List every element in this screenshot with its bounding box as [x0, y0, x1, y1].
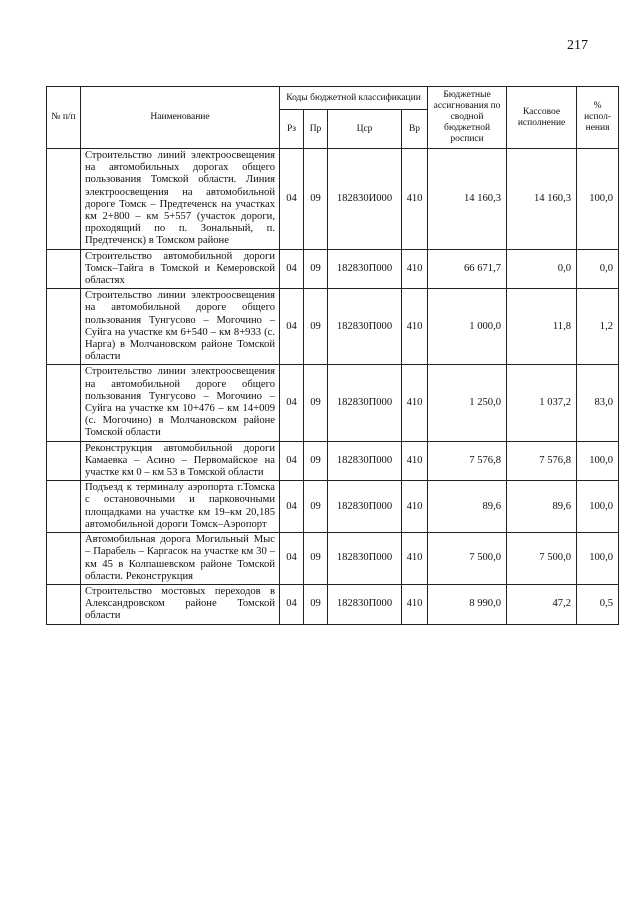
row-csr: 182830П000: [328, 481, 402, 533]
row-rz: 04: [280, 533, 304, 585]
header-name: Наименование: [81, 87, 280, 149]
row-cash: 7 576,8: [507, 441, 577, 481]
row-pr: 09: [304, 289, 328, 365]
row-num: [47, 481, 81, 533]
row-cash: 47,2: [507, 584, 577, 624]
row-cash: 89,6: [507, 481, 577, 533]
table-row: [47, 533, 619, 585]
row-csr: 182830И000: [328, 149, 402, 250]
row-csr: 182830П000: [328, 533, 402, 585]
row-percent: 0,0: [577, 249, 619, 289]
row-rz: 04: [280, 481, 304, 533]
row-rz: 04: [280, 289, 304, 365]
row-percent: 1,2: [577, 289, 619, 365]
header-cash: Кассовое исполнение: [507, 87, 577, 149]
row-percent: 100,0: [577, 441, 619, 481]
row-rz: 04: [280, 249, 304, 289]
row-percent: 100,0: [577, 533, 619, 585]
row-vr: 410: [402, 533, 428, 585]
row-name: Подъезд к терминалу аэропорта г.Томска с остановочными и парковочными площадками на участке км 19–км 20,185 автомобильной дороги Томск–Аэропорт: [81, 481, 280, 533]
row-num: [47, 584, 81, 624]
row-vr: 410: [402, 441, 428, 481]
row-num: [47, 249, 81, 289]
row-assignment: 1 250,0: [428, 365, 507, 441]
row-name: Реконструкция автомобильной дороги Камаевка – Асино – Первомайское на участке км 0 – км 53 в Томской области: [81, 441, 280, 481]
row-cash: 11,8: [507, 289, 577, 365]
table-row: [47, 584, 619, 624]
header-vr: Вр: [402, 110, 428, 149]
row-cash: 0,0: [507, 249, 577, 289]
row-num: [47, 533, 81, 585]
row-assignment: 7 500,0: [428, 533, 507, 585]
row-pr: 09: [304, 365, 328, 441]
row-num: [47, 365, 81, 441]
table-row: [47, 149, 619, 250]
row-cash: 1 037,2: [507, 365, 577, 441]
row-vr: 410: [402, 481, 428, 533]
row-name: Строительство мостовых переходов в Александровском районе Томской области: [81, 584, 280, 624]
row-name: Строительство линии электроосвещения на автомобильной дороге общего пользования Тунгусово – Могочино – Суйга на участке км 10+476 – км 14+009 (с. Могочино) в Молчановском районе Томской области: [81, 365, 280, 441]
row-vr: 410: [402, 249, 428, 289]
row-vr: 410: [402, 149, 428, 250]
row-pr: 09: [304, 149, 328, 250]
row-percent: 0,5: [577, 584, 619, 624]
row-csr: 182830П000: [328, 441, 402, 481]
row-assignment: 7 576,8: [428, 441, 507, 481]
header-assignments: Бюджетные ассигнования по сводной бюджетной росписи: [428, 87, 507, 149]
header-csr: Цср: [328, 110, 402, 149]
table-row: [47, 441, 619, 481]
row-num: [47, 149, 81, 250]
row-percent: 100,0: [577, 481, 619, 533]
row-csr: 182830П000: [328, 584, 402, 624]
table-body: [47, 149, 619, 625]
table-header: [47, 87, 619, 149]
row-csr: 182830П000: [328, 249, 402, 289]
table-row: [47, 249, 619, 289]
header-rz: Рз: [280, 110, 304, 149]
row-assignment: 8 990,0: [428, 584, 507, 624]
budget-table: [46, 86, 619, 625]
header-codes: Коды бюджетной классификации: [280, 87, 428, 110]
row-csr: 182830П000: [328, 289, 402, 365]
row-assignment: 14 160,3: [428, 149, 507, 250]
row-name: Строительство автомобильной дороги Томск–Тайга в Томской и Кемеровской областях: [81, 249, 280, 289]
table-row: [47, 289, 619, 365]
row-assignment: 66 671,7: [428, 249, 507, 289]
row-vr: 410: [402, 365, 428, 441]
row-vr: 410: [402, 289, 428, 365]
row-cash: 7 500,0: [507, 533, 577, 585]
row-vr: 410: [402, 584, 428, 624]
page-number: 217: [567, 38, 588, 53]
header-num: № п/п: [47, 87, 81, 149]
table-row: [47, 481, 619, 533]
header-percent: % испол-нения: [577, 87, 619, 149]
row-rz: 04: [280, 441, 304, 481]
table-row: [47, 365, 619, 441]
row-percent: 83,0: [577, 365, 619, 441]
row-pr: 09: [304, 249, 328, 289]
row-num: [47, 289, 81, 365]
row-name: Автомобильная дорога Могильный Мыс – Парабель – Каргасок на участке км 30 –км 45 в Колпашевском районе Томской области. Реконструкция: [81, 533, 280, 585]
row-pr: 09: [304, 441, 328, 481]
row-rz: 04: [280, 149, 304, 250]
row-pr: 09: [304, 481, 328, 533]
row-rz: 04: [280, 365, 304, 441]
row-pr: 09: [304, 584, 328, 624]
row-percent: 100,0: [577, 149, 619, 250]
header-pr: Пр: [304, 110, 328, 149]
row-assignment: 1 000,0: [428, 289, 507, 365]
row-rz: 04: [280, 584, 304, 624]
row-assignment: 89,6: [428, 481, 507, 533]
row-csr: 182830П000: [328, 365, 402, 441]
row-name: Строительство линии электроосвещения на автомобильной дороге общего пользования Тунгусово – Могочино – Суйга на участке км 6+540 – км 8+933 (с. Нарга) в Молчановском районе Томской области: [81, 289, 280, 365]
row-name: Строительство линий электроосвещения на автомобильных дорогах общего пользования Томской области. Линия электроосвещения на автомобильной дороге Томск – Предтеченск на участках км 2+800 – км 5+557 (участок дороги, проходящий по п. Зональный, п. Предтеченск) в Томском районе: [81, 149, 280, 250]
row-cash: 14 160,3: [507, 149, 577, 250]
row-num: [47, 441, 81, 481]
row-pr: 09: [304, 533, 328, 585]
